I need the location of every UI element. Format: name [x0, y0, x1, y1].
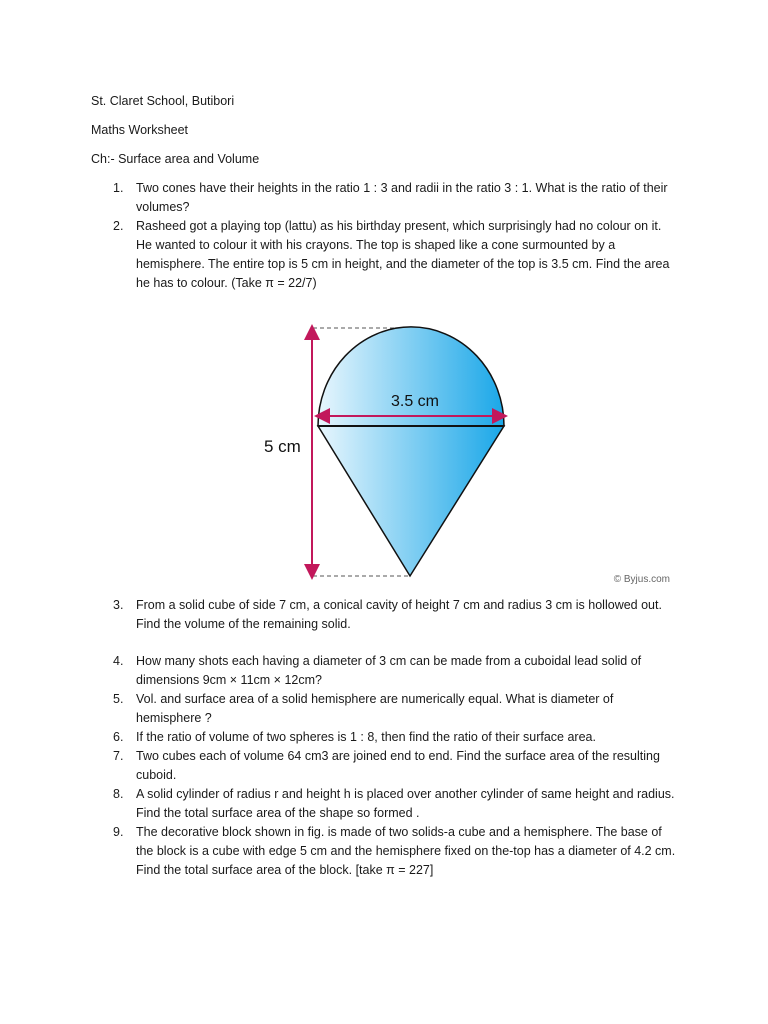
- question-text: The decorative block shown in fig. is made of two solids-a cube and a hemisphere. The base of the block is a cube with edge 5 cm and the hemisphere fixed on the-top has a diameter of 4.2 cm. Find the total surface area of the block. [take π = 227]: [136, 825, 676, 877]
- question-item: [0, 217, 768, 293]
- hemisphere-shape: [318, 327, 504, 426]
- question-text: If the ratio of volume of two spheres is 1 : 8, then find the ratio of their surface area.: [136, 730, 596, 744]
- school-name: St. Claret School, Butibori: [91, 94, 235, 108]
- worksheet-title: Maths Worksheet: [91, 123, 189, 137]
- cone-shape: [318, 426, 504, 576]
- question-number: 8.: [113, 787, 124, 801]
- question-item: [0, 785, 768, 823]
- question-item: [0, 179, 768, 217]
- question-number: 1.: [113, 181, 124, 195]
- question-number: 6.: [113, 730, 124, 744]
- question-item: [0, 823, 768, 880]
- question-item: [0, 596, 768, 634]
- question-text: Two cones have their heights in the ratio 1 : 3 and radii in the ratio 3 : 1. What is the ratio of their volumes?: [136, 181, 668, 214]
- question-text: A solid cylinder of radius r and height h is placed over another cylinder of same height and radius. Find the total surface area of the shape so formed .: [136, 787, 675, 820]
- height-label: 5 cm: [264, 437, 301, 456]
- chapter-title: Ch:- Surface area and Volume: [91, 152, 260, 166]
- question-number: 3.: [113, 598, 124, 612]
- question-list-part2: [0, 596, 768, 634]
- question-number: 9.: [113, 825, 124, 839]
- question-list-part1: [0, 179, 768, 293]
- question-item: [0, 690, 768, 728]
- spinning-top-figure: [250, 320, 690, 590]
- diameter-label: 3.5 cm: [390, 393, 440, 410]
- question-item: [0, 652, 768, 690]
- question-list-part3: [0, 652, 768, 880]
- question-number: 2.: [113, 219, 124, 233]
- question-text: From a solid cube of side 7 cm, a conical cavity of height 7 cm and radius 3 cm is hollowed out. Find the volume of the remaining solid.: [136, 598, 662, 631]
- question-number: 7.: [113, 749, 124, 763]
- question-text: How many shots each having a diameter of 3 cm can be made from a cuboidal lead solid of dimensions 9cm × 11cm × 12cm?: [136, 654, 642, 687]
- question-item: [0, 728, 768, 747]
- question-text: Rasheed got a playing top (lattu) as his birthday present, which surprisingly had no colour on it. He wanted to colour it with his crayons. The top is shaped like a cone surmounted by a hemisphere. The entire top is 5 cm in height, and the diameter of the top is 3.5 cm. Find the area he has to colour. (Take π = 22/7): [136, 219, 670, 290]
- question-item: [0, 747, 768, 785]
- question-number: 5.: [113, 692, 124, 706]
- question-text: Vol. and surface area of a solid hemisphere are numerically equal. What is diameter of hemisphere ?: [136, 692, 614, 725]
- question-text: Two cubes each of volume 64 cm3 are joined end to end. Find the surface area of the resulting cuboid.: [136, 749, 660, 782]
- question-number: 4.: [113, 654, 124, 668]
- figure-credit: © Byjus.com: [613, 574, 670, 585]
